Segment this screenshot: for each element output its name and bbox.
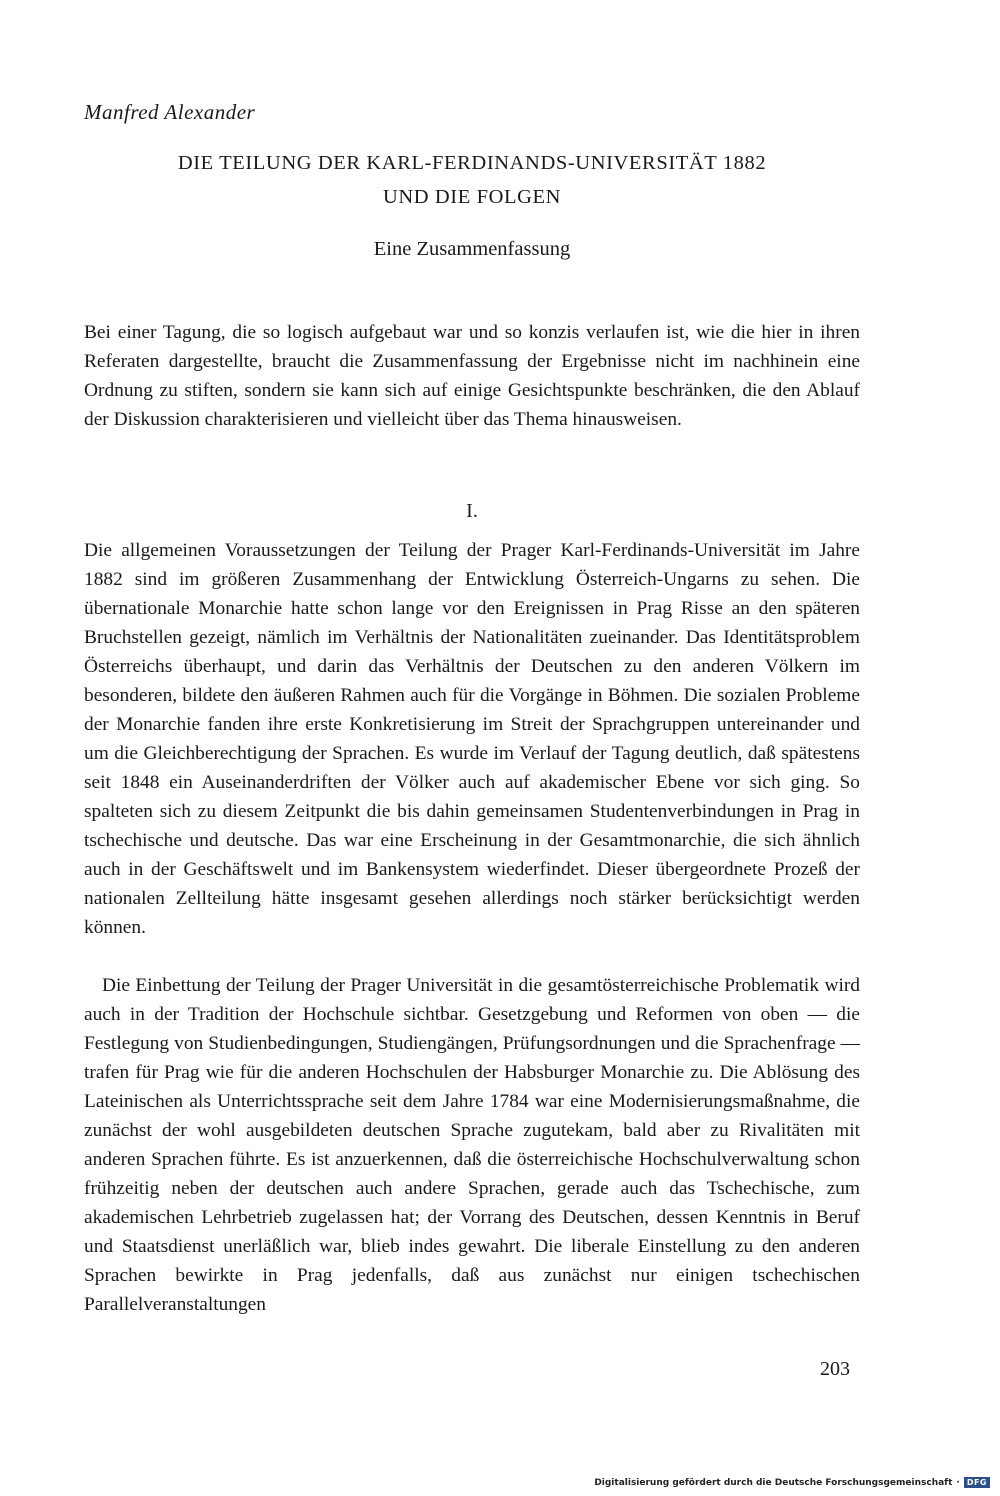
article-subtitle: Eine Zusammenfassung [373,238,571,260]
article-title-line-1: DIE TEILUNG DER KARL-FERDINANDS-UNIVERSITÄT 1882 [177,152,767,174]
digitization-footer [594,1477,990,1488]
dfg-logo-icon: DFG [964,1477,990,1488]
page-number: 203 [820,1358,850,1380]
footer-separator: · [956,1477,960,1488]
author-name: Manfred Alexander [84,100,256,124]
section-heading: I. [466,500,478,522]
intro-paragraph: Bei einer Tagung, die so logisch aufgebaut war und so konzis verlaufen ist, wie die hier in ihren Referaten dargestellte, braucht die Zusammenfassung der Ergebnisse nicht im nachhinein eine Ordnung zu stiften, sondern sie kann sich auf einige Gesichtspunkte beschränken, die den Ablauf der Diskussion charakterisieren und vielleicht über das Thema hinausweisen. [84,322,860,430]
article-title-line-2: UND DIE FOLGEN [382,186,562,208]
footer-text: Digitalisierung gefördert durch die Deutsche Forschungsgemeinschaft [594,1477,953,1488]
body-paragraph-2: Die Einbettung der Teilung der Prager Universität in die gesamtösterreichische Problematik wird auch in der Tradition der Hochschule sichtbar. Gesetzgebung und Reformen von oben — die Festlegung von Studienbedingungen, Studiengängen, Prüfungsordnungen und die Sprachenfrage — trafen für Prag wie für die anderen Hochschulen der Habsburger Monarchie zu. Die Ablösung des Lateinischen als Unterrichtssprache seit dem Jahre 1784 war eine Modernisierungsmaßnahme, die zunächst der wohl ausgebildeten deutschen Sprache zugutekam, bald aber zu Rivalitäten mit anderen Sprachen führte. Es ist anzuerkennen, daß die österreichische Hochschulverwaltung schon frühzeitig neben der deutschen auch andere Sprachen, gerade auch das Tschechische, zum akademischen Lehrbetrieb zugelassen hat; der Vorrang des Deutschen, dessen Kenntnis in Beruf und Staatsdienst unerläßlich war, blieb indes gewahrt. Die liberale Einstellung zu den anderen Sprachen bewirkte in Prag jedenfalls, daß aus zunächst nur einigen tschechischen Parallelveranstaltungen [84,975,860,1315]
body-paragraph-1: Die allgemeinen Voraussetzungen der Teilung der Prager Karl-Ferdinands-Universität im Jahre 1882 sind im größeren Zusammenhang der Entwicklung Österreich-Ungarns zu sehen. Die übernationale Monarchie hatte schon lange vor den Ereignissen in Prag Risse an den späteren Bruchstellen gezeigt, nämlich im Verhältnis der Nationalitäten zueinander. Das Identitätsproblem Österreichs überhaupt, und darin das Verhältnis der Deutschen zu den anderen Völkern im besonderen, bildete den äußeren Rahmen auch für die Vorgänge in Böhmen. Die sozialen Probleme der Monarchie fanden ihre erste Konkretisierung im Streit der Sprachgruppen untereinander und um die Gleichberechtigung der Sprachen. Es wurde im Verlauf der Tagung deutlich, daß spätestens seit 1848 ein Auseinanderdriften der Völker auch auf akademischer Ebene vor sich ging. So spalteten sich zu diesem Zeitpunkt die bis dahin gemeinsamen Studentenverbindungen in Prag in tschechische und deutsche. Das war eine Erscheinung in der Gesamtmonarchie, die sich ähnlich auch in der Geschäftswelt und im Bankensystem wiederfindet. Dieser übergeordnete Prozeß der nationalen Zellteilung hätte insgesamt gesehen allerdings noch stärker berücksichtigt werden können. [84,540,860,938]
